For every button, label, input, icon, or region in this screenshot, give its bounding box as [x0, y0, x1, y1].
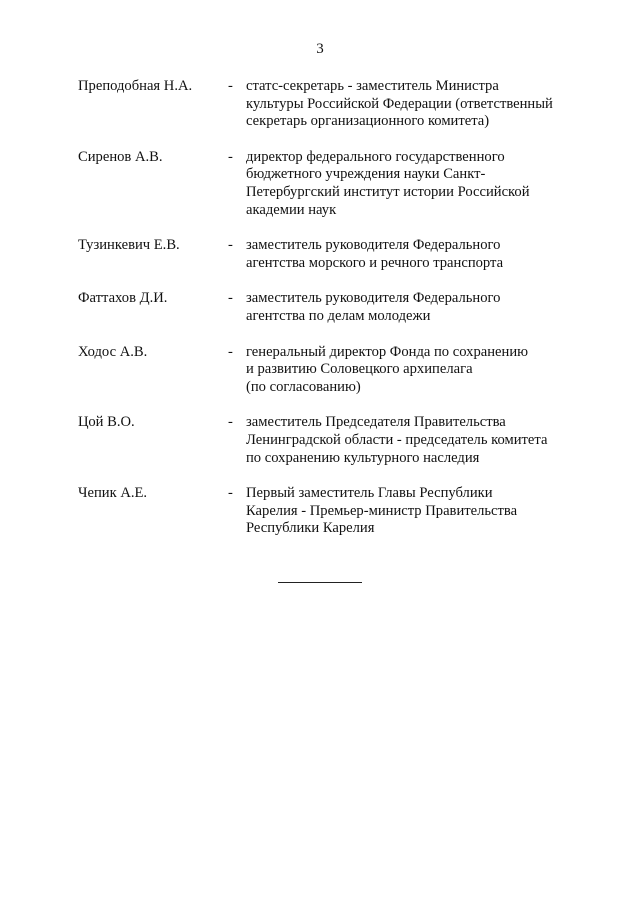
position-line: Республики Карелия: [246, 520, 375, 537]
member-position: [246, 149, 586, 219]
member-position: [246, 78, 586, 131]
member-name: Фаттахов Д.И.: [78, 290, 168, 307]
member-entry: [78, 414, 578, 467]
dash-separator: -: [228, 148, 233, 165]
member-position: [246, 485, 586, 538]
position-line: академии наук: [246, 201, 337, 218]
dash-separator: -: [228, 414, 233, 431]
member-name: Чепик А.Е.: [78, 485, 148, 502]
position-line: Карелия - Премьер-министр Правительства: [246, 502, 518, 519]
dash-separator: -: [228, 78, 233, 94]
page-number: 3: [316, 41, 324, 57]
member-position: [246, 414, 586, 467]
position-line: секретарь организационного комитета): [246, 113, 490, 130]
member-entry: [78, 485, 578, 538]
position-line: по сохранению культурного наследия: [246, 449, 480, 466]
member-position: [246, 237, 586, 272]
member-list: [78, 78, 578, 556]
position-line: Ленинградской области - председатель комитета: [246, 431, 548, 448]
position-line: (по согласованию): [246, 378, 361, 395]
member-name: Сиренов А.В.: [78, 148, 163, 165]
member-entry: [78, 290, 578, 325]
position-line: генеральный директор Фонда по сохранению: [246, 343, 529, 360]
member-entry: [78, 78, 578, 131]
position-line: Петербургский институт истории Российской: [246, 183, 530, 200]
position-line: агентства морского и речного транспорта: [246, 254, 504, 271]
dash-separator: -: [228, 237, 233, 254]
member-entry: [78, 344, 578, 397]
member-position: [246, 344, 586, 397]
member-entry: [78, 149, 578, 219]
member-entry: [78, 237, 578, 272]
dash-separator: -: [228, 343, 233, 360]
position-line: заместитель руководителя Федерального: [246, 237, 501, 254]
position-line: культуры Российской Федерации (ответственный: [246, 95, 553, 112]
end-rule-divider: [278, 582, 362, 583]
position-line: статс-секретарь - заместитель Министра: [246, 78, 499, 94]
member-name: Ходос А.В.: [78, 343, 148, 360]
position-line: Первый заместитель Главы Республики: [246, 485, 493, 502]
member-position: [246, 290, 586, 325]
position-line: агентства по делам молодежи: [246, 307, 431, 324]
position-line: директор федерального государственного: [246, 148, 505, 165]
member-name: Тузинкевич Е.В.: [78, 237, 180, 254]
position-line: бюджетного учреждения науки Санкт-: [246, 166, 486, 183]
member-name: Цой В.О.: [78, 414, 135, 431]
dash-separator: -: [228, 290, 233, 307]
position-line: и развитию Соловецкого архипелага: [246, 361, 473, 378]
position-line: заместитель Председателя Правительства: [246, 414, 506, 431]
member-name: Преподобная Н.А.: [78, 78, 193, 94]
dash-separator: -: [228, 485, 233, 502]
position-line: заместитель руководителя Федерального: [246, 290, 501, 307]
